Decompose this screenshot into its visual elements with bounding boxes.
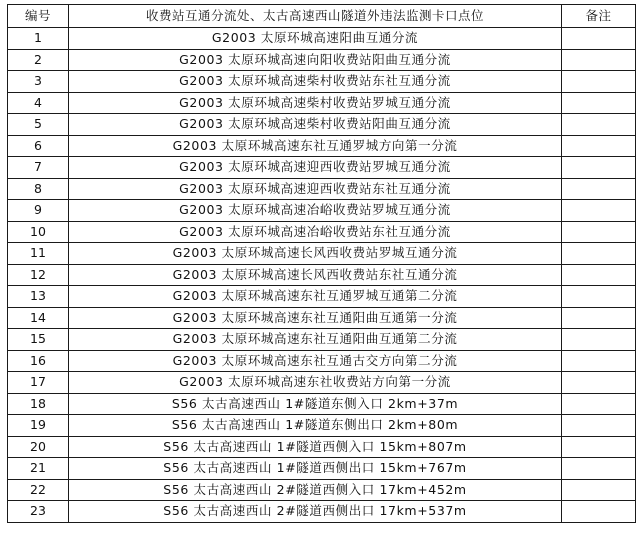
table-row (8, 501, 636, 523)
table-row (8, 372, 636, 394)
row-location-cell: G2003 太原环城高速东社互通古交方向第二分流 (69, 350, 562, 372)
row-remarks-cell (562, 135, 636, 157)
row-remarks-cell (562, 243, 636, 265)
table-row (8, 350, 636, 372)
row-location-cell: G2003 太原环城高速东社互通阳曲互通第二分流 (69, 329, 562, 351)
row-number-cell: 6 (8, 135, 69, 157)
table-row (8, 436, 636, 458)
row-remarks-cell (562, 307, 636, 329)
table-row (8, 264, 636, 286)
table-row (8, 135, 636, 157)
row-location-cell: S56 太古高速西山 1#隧道东侧入口 2km+37m (69, 393, 562, 415)
table-row (8, 92, 636, 114)
table-row (8, 307, 636, 329)
row-number-cell: 9 (8, 200, 69, 222)
row-remarks-cell (562, 329, 636, 351)
header-row (8, 5, 636, 28)
row-number-cell: 14 (8, 307, 69, 329)
row-remarks-cell (562, 178, 636, 200)
row-remarks-cell (562, 415, 636, 437)
row-number-cell: 18 (8, 393, 69, 415)
row-number-cell: 8 (8, 178, 69, 200)
row-location-cell: G2003 太原环城高速冶峪收费站东社互通分流 (69, 221, 562, 243)
row-remarks-cell (562, 28, 636, 50)
row-location-cell: S56 太古高速西山 1#隧道东侧出口 2km+80m (69, 415, 562, 437)
row-location-cell: G2003 太原环城高速东社互通罗城方向第一分流 (69, 135, 562, 157)
row-number-cell: 2 (8, 49, 69, 71)
row-number-cell: 16 (8, 350, 69, 372)
row-location-cell: G2003 太原环城高速长风西收费站罗城互通分流 (69, 243, 562, 265)
table-header (8, 5, 636, 28)
row-number-cell: 12 (8, 264, 69, 286)
row-remarks-cell (562, 264, 636, 286)
row-location-cell: G2003 太原环城高速柴村收费站东社互通分流 (69, 71, 562, 93)
row-location-cell: G2003 太原环城高速阳曲互通分流 (69, 28, 562, 50)
row-number-cell: 5 (8, 114, 69, 136)
row-location-cell: G2003 太原环城高速东社互通阳曲互通第一分流 (69, 307, 562, 329)
row-number-cell: 13 (8, 286, 69, 308)
row-location-cell: G2003 太原环城高速柴村收费站罗城互通分流 (69, 92, 562, 114)
row-number-cell: 21 (8, 458, 69, 480)
row-location-cell: G2003 太原环城高速长风西收费站东社互通分流 (69, 264, 562, 286)
row-number-cell: 4 (8, 92, 69, 114)
table-row (8, 200, 636, 222)
row-location-cell: G2003 太原环城高速迎西收费站罗城互通分流 (69, 157, 562, 179)
row-location-cell: G2003 太原环城高速柴村收费站阳曲互通分流 (69, 114, 562, 136)
row-remarks-cell (562, 501, 636, 523)
row-number-cell: 19 (8, 415, 69, 437)
row-location-cell: S56 太古高速西山 2#隧道西侧出口 17km+537m (69, 501, 562, 523)
row-remarks-cell (562, 286, 636, 308)
row-remarks-cell (562, 393, 636, 415)
table-row (8, 286, 636, 308)
row-remarks-cell (562, 200, 636, 222)
row-number-cell: 23 (8, 501, 69, 523)
row-remarks-cell (562, 479, 636, 501)
row-location-cell: S56 太古高速西山 1#隧道西侧出口 15km+767m (69, 458, 562, 480)
column-header-number: 编号 (8, 5, 69, 28)
row-remarks-cell (562, 458, 636, 480)
row-location-cell: G2003 太原环城高速向阳收费站阳曲互通分流 (69, 49, 562, 71)
row-remarks-cell (562, 71, 636, 93)
row-remarks-cell (562, 114, 636, 136)
row-location-cell: S56 太古高速西山 2#隧道西侧入口 17km+452m (69, 479, 562, 501)
table-row (8, 221, 636, 243)
row-location-cell: G2003 太原环城高速东社互通罗城互通第二分流 (69, 286, 562, 308)
row-remarks-cell (562, 49, 636, 71)
row-location-cell: S56 太古高速西山 1#隧道西侧入口 15km+807m (69, 436, 562, 458)
row-number-cell: 7 (8, 157, 69, 179)
row-number-cell: 11 (8, 243, 69, 265)
table-row (8, 458, 636, 480)
row-location-cell: G2003 太原环城高速冶峪收费站罗城互通分流 (69, 200, 562, 222)
table-row (8, 479, 636, 501)
table-row (8, 49, 636, 71)
row-number-cell: 1 (8, 28, 69, 50)
row-remarks-cell (562, 92, 636, 114)
monitoring-points-table (7, 4, 636, 523)
row-location-cell: G2003 太原环城高速东社收费站方向第一分流 (69, 372, 562, 394)
column-header-location: 收费站互通分流处、太古高速西山隧道外违法监测卡口点位 (69, 5, 562, 28)
row-number-cell: 22 (8, 479, 69, 501)
table-body (8, 28, 636, 523)
column-header-remarks: 备注 (562, 5, 636, 28)
row-remarks-cell (562, 436, 636, 458)
row-remarks-cell (562, 350, 636, 372)
row-remarks-cell (562, 221, 636, 243)
row-remarks-cell (562, 372, 636, 394)
row-location-cell: G2003 太原环城高速迎西收费站东社互通分流 (69, 178, 562, 200)
row-remarks-cell (562, 157, 636, 179)
row-number-cell: 20 (8, 436, 69, 458)
table-row (8, 157, 636, 179)
table-row (8, 71, 636, 93)
table-row (8, 114, 636, 136)
table-row (8, 393, 636, 415)
table-row (8, 28, 636, 50)
row-number-cell: 3 (8, 71, 69, 93)
row-number-cell: 17 (8, 372, 69, 394)
row-number-cell: 10 (8, 221, 69, 243)
table-row (8, 243, 636, 265)
table-row (8, 178, 636, 200)
table-row (8, 329, 636, 351)
table-row (8, 415, 636, 437)
row-number-cell: 15 (8, 329, 69, 351)
